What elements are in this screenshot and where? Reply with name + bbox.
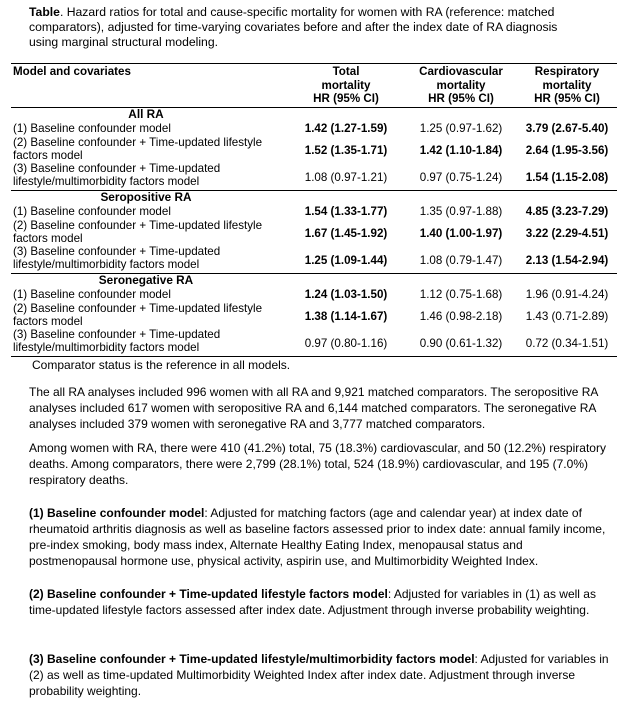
header-cardio-line2: mortality: [436, 78, 486, 92]
row-label-line2: lifestyle/multimorbidity factors model: [13, 258, 200, 271]
cell-total: 1.42 (1.27-1.59): [304, 122, 388, 135]
row-label: [13, 302, 262, 328]
note-sample-sizes: The all RA analyses included 996 women with all RA and 9,921 matched comparators. The seropositive RA analyses included 617 women with seropositive RA and 6,144 matched comparators. The seronegative RA analyses included 379 women with seronegative RA and 3,777 matched comparators.: [29, 385, 598, 431]
group-title-all-ra: All RA: [128, 107, 164, 121]
cell-total: 1.24 (1.03-1.50): [304, 288, 388, 301]
cell-total: 1.38 (1.14-1.67): [304, 310, 388, 323]
cell-cardio: 1.25 (0.97-1.62): [419, 122, 503, 135]
cell-total: 1.54 (1.33-1.77): [304, 205, 388, 218]
table-footnote: Comparator status is the reference in all models.: [32, 358, 291, 372]
header-resp: [517, 65, 617, 106]
header-total: [291, 65, 401, 106]
cell-resp: 2.64 (1.95-3.56): [525, 144, 609, 157]
row-label: (1) Baseline confounder model: [13, 205, 171, 218]
cell-cardio: 1.08 (0.79-1.47): [419, 254, 503, 267]
row-label: [13, 245, 220, 271]
row-label: (1) Baseline confounder model: [13, 122, 171, 135]
header-resp-line3: HR (95% CI): [534, 92, 600, 105]
cell-resp: 3.79 (2.67-5.40): [525, 122, 609, 135]
header-total-line2: mortality: [321, 78, 371, 92]
table-caption: [29, 5, 589, 50]
row-label: [13, 219, 262, 245]
row-label-line1: (2) Baseline confounder + Time-updated lifestyle: [13, 302, 263, 315]
note-model3-title: (3) Baseline confounder + Time-updated lifestyle/multimorbidity factors model: [29, 652, 475, 666]
row-label-line1: (2) Baseline confounder + Time-updated lifestyle: [13, 219, 263, 232]
note-model1: [29, 505, 609, 569]
row-label-line1: (3) Baseline confounder + Time-updated: [13, 162, 221, 175]
note-model1-title: (1) Baseline confounder model: [29, 506, 205, 520]
row-label-line2: factors model: [13, 149, 83, 162]
cell-total: 1.08 (0.97-1.21): [304, 171, 388, 184]
group-title-seronegative-ra: Seronegative RA: [98, 273, 194, 287]
caption-label: Table: [29, 5, 60, 19]
caption-text: . Hazard ratios for total and cause-specific mortality for women with RA (reference: matched comparators), adjusted for time-varying covariates before and after the index date of RA diagnosis using marginal structural modeling.: [29, 5, 558, 49]
row-label-line2: lifestyle/multimorbidity factors model: [13, 341, 200, 354]
row-label: (1) Baseline confounder model: [13, 288, 171, 301]
cell-total: 1.25 (1.09-1.44): [304, 254, 388, 267]
row-label-line1: (2) Baseline confounder + Time-updated lifestyle: [13, 136, 263, 149]
cell-cardio: 1.46 (0.98-2.18): [419, 310, 503, 323]
header-cardio: [405, 65, 517, 106]
row-label: [13, 162, 220, 188]
cell-cardio: 0.90 (0.61-1.32): [419, 337, 503, 350]
note-model2: [29, 586, 609, 618]
note-model2-text: : Adjusted for variables in (1) as well as time-updated lifestyle factors assessed after index date. Adjustment through inverse probability weighting.: [29, 587, 596, 617]
cell-cardio: 1.35 (0.97-1.88): [419, 205, 503, 218]
row-label-line1: (3) Baseline confounder + Time-updated: [13, 328, 221, 341]
group-title-seropositive-ra: Seropositive RA: [100, 190, 192, 204]
row-label: [13, 328, 220, 354]
cell-resp: 1.96 (0.91-4.24): [525, 288, 609, 301]
table-top-rule: [11, 63, 617, 64]
cell-total: 1.67 (1.45-1.92): [304, 227, 388, 240]
header-resp-line1: Respiratory: [534, 65, 600, 78]
row-label-line2: factors model: [13, 232, 83, 245]
header-total-line3: HR (95% CI): [313, 92, 379, 105]
cell-cardio: 1.40 (1.00-1.97): [419, 227, 503, 240]
header-model: Model and covariates: [13, 65, 131, 78]
header-cardio-line3: HR (95% CI): [428, 92, 494, 105]
note-model1-text: : Adjusted for matching factors (age and calendar year) at index date of rheumatoid arthritis diagnosis as well as baseline factors assessed prior to index date: annual family income, pre-index smoking, body mass index, Alternate Healthy Eating Index, menopausal status and postmenopausal hormone use, physical activity, aspirin use, and Multimorbidity Weighted Index.: [29, 506, 606, 568]
cell-cardio: 1.42 (1.10-1.84): [419, 144, 503, 157]
cell-cardio: 1.12 (0.75-1.68): [419, 288, 503, 301]
cell-resp: 3.22 (2.29-4.51): [525, 227, 609, 240]
header-resp-line2: mortality: [542, 78, 592, 92]
header-cardio-line1: Cardiovascular: [419, 65, 503, 78]
row-label-line2: factors model: [13, 315, 83, 328]
cell-cardio: 0.97 (0.75-1.24): [419, 171, 503, 184]
cell-resp: 2.13 (1.54-2.94): [525, 254, 609, 267]
cell-total: 1.52 (1.35-1.71): [304, 144, 388, 157]
note-model3: [29, 651, 609, 699]
cell-total: 0.97 (0.80-1.16): [304, 337, 388, 350]
cell-resp: 4.85 (3.23-7.29): [525, 205, 609, 218]
note-deaths: Among women with RA, there were 410 (41.2%) total, 75 (18.3%) cardiovascular, and 50 (12.2%) respiratory deaths. Among comparators, there were 2,799 (28.1%) total, 524 (18.9%) cardiovascular, and 195 (7.0%) respiratory deaths.: [29, 441, 606, 487]
row-label-line2: lifestyle/multimorbidity factors model: [13, 175, 200, 188]
note-model3-text: : Adjusted for variables in (2) as well as time-updated Multimorbidity Weighted Index after index date. Adjustment through inverse probability weighting.: [29, 652, 609, 698]
header-total-line1: Total: [332, 65, 360, 78]
cell-resp: 1.54 (1.15-2.08): [525, 171, 609, 184]
row-label-line1: (3) Baseline confounder + Time-updated: [13, 245, 221, 258]
note-model2-title: (2) Baseline confounder + Time-updated lifestyle factors model: [29, 587, 388, 601]
cell-resp: 0.72 (0.34-1.51): [525, 337, 609, 350]
cell-resp: 1.43 (0.71-2.89): [525, 310, 609, 323]
row-label: [13, 136, 262, 162]
